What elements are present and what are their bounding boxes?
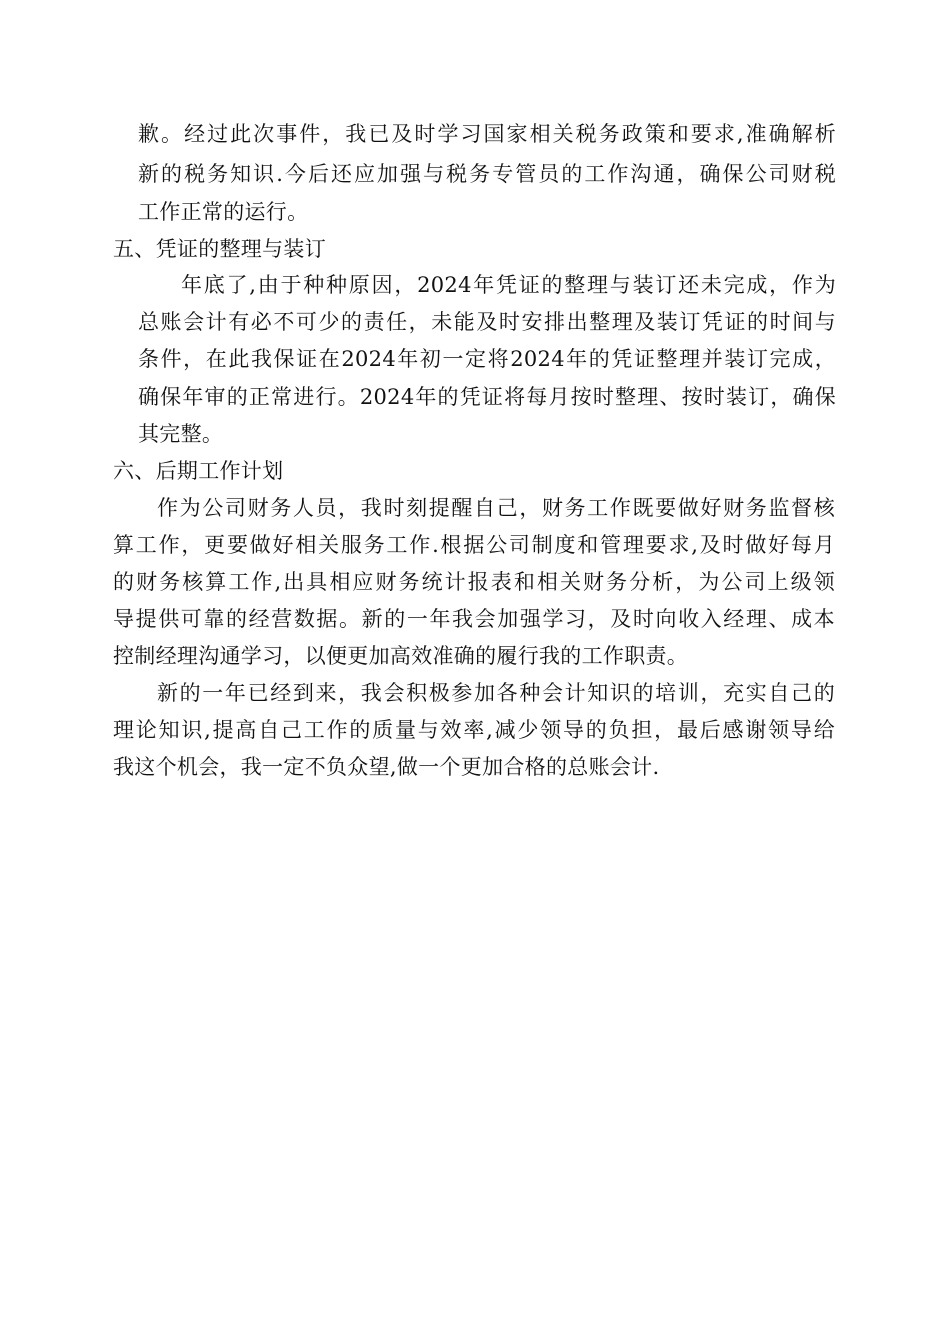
section-heading: 六、后期工作计划 xyxy=(113,459,284,483)
text-line: 总账会计有必不可少的责任，未能及时安排出整理及装订凭证的时间与 xyxy=(138,310,836,334)
text-line: 条件，在此我保证在2024年初一定将2024年的凭证整理并装订完成， xyxy=(138,347,836,371)
text-line: 歉。经过此次事件，我已及时学习国家相关税务政策和要求,准确解析 xyxy=(138,122,836,146)
text-line: 理论知识,提高自己工作的质量与效率,减少领导的负担，最后感谢领导给 xyxy=(113,718,835,742)
text-line: 新的税务知识.今后还应加强与税务专管员的工作沟通，确保公司财税 xyxy=(138,162,836,186)
text-line: 导提供可靠的经营数据。新的一年我会加强学习，及时向收入经理、成本 xyxy=(113,607,835,631)
section-heading: 五、凭证的整理与装订 xyxy=(113,237,326,261)
text-line: 确保年审的正常进行。2024年的凭证将每月按时整理、按时装订，确保 xyxy=(138,385,836,409)
text-line: 工作正常的运行。 xyxy=(138,200,309,224)
text-line: 算工作，更要做好相关服务工作.根据公司制度和管理要求,及时做好每月 xyxy=(113,533,835,557)
text-line: 我这个机会，我一定不负众望,做一个更加合格的总账会计. xyxy=(113,755,660,779)
text-line: 作为公司财务人员，我时刻提醒自己，财务工作既要做好财务监督核 xyxy=(157,496,835,520)
text-line: 其完整。 xyxy=(138,422,224,446)
text-line: 年底了,由于种种原因，2024年凭证的整理与装订还未完成，作为 xyxy=(181,273,836,297)
text-line: 新的一年已经到来，我会积极参加各种会计知识的培训，充实自己的 xyxy=(157,681,835,705)
text-line: 控制经理沟通学习，以便更加高效准确的履行我的工作职责。 xyxy=(113,644,689,668)
text-line: 的财务核算工作,出具相应财务统计报表和相关财务分析，为公司上级领 xyxy=(113,570,835,594)
